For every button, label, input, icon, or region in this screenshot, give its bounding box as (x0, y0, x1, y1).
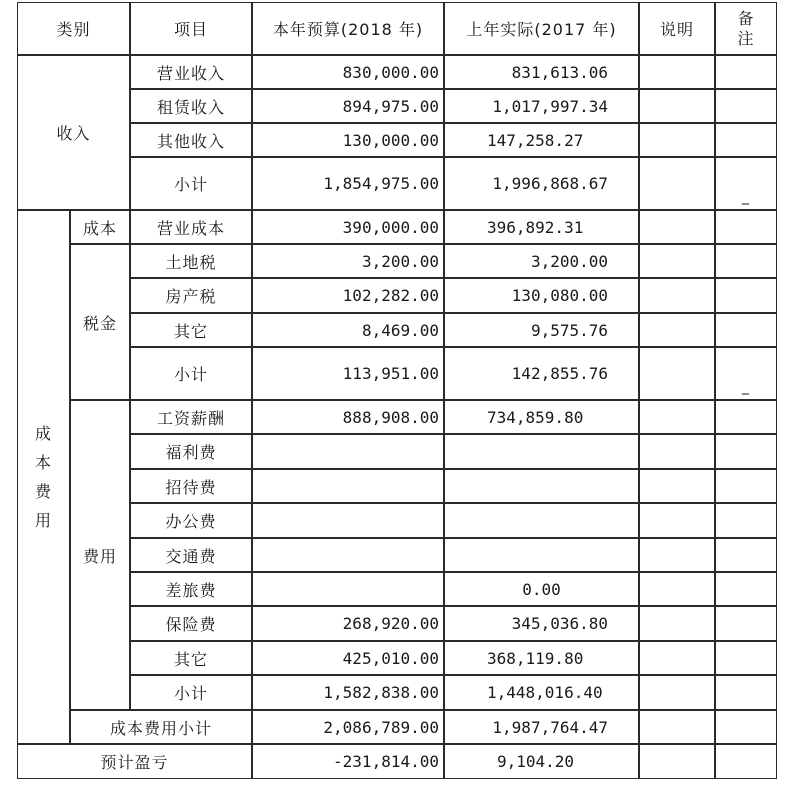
income-item: 营业收入 (130, 55, 252, 89)
forecast-note (639, 744, 715, 779)
expense-budget: 888,908.00 (252, 400, 444, 434)
income-actual: 147,258.27 (444, 123, 639, 157)
expense-actual: 0.00 (444, 572, 639, 606)
expense-item: 其它 (130, 641, 252, 675)
tax-remark (715, 313, 777, 347)
expense-item: 交通费 (130, 538, 252, 572)
income-actual: 831,613.06 (444, 55, 639, 89)
tax-actual: 130,080.00 (444, 278, 639, 313)
expense-budget (252, 538, 444, 572)
income-note (639, 123, 715, 157)
cost-subtotal-note (639, 710, 715, 744)
income-group-label: 收入 (17, 55, 130, 210)
tax-note (639, 313, 715, 347)
expense-actual (444, 503, 639, 538)
expense-budget: 268,920.00 (252, 606, 444, 641)
income-subtotal-item: 小计 (130, 157, 252, 210)
expense-remark (715, 572, 777, 606)
expense-actual (444, 538, 639, 572)
income-actual: 1,017,997.34 (444, 89, 639, 123)
cost-group-char: 费 (34, 482, 52, 501)
expense-subtotal-item: 小计 (130, 675, 252, 710)
tax-actual: 3,200.00 (444, 244, 639, 278)
income-item: 租赁收入 (130, 89, 252, 123)
tax-subtotal-actual: 142,855.76 (444, 347, 639, 400)
expense-actual: 345,036.80 (444, 606, 639, 641)
cost-group-char: 本 (34, 453, 52, 472)
cost-subtotal-actual: 1,987,764.47 (444, 710, 639, 744)
header-note: 说明 (639, 2, 715, 55)
expense-note (639, 469, 715, 503)
income-remark (715, 123, 777, 157)
tax-item: 土地税 (130, 244, 252, 278)
cost-group-char: 成 (34, 424, 52, 443)
forecast-label: 预计盈亏 (17, 744, 252, 779)
tax-remark (715, 278, 777, 313)
expense-item: 招待费 (130, 469, 252, 503)
expense-note (639, 538, 715, 572)
cost-note (639, 210, 715, 244)
cost-group-label (17, 210, 70, 744)
expense-remark (715, 641, 777, 675)
tax-subtotal-remark: _ (715, 347, 777, 400)
cost-sub-label: 成本 (70, 210, 130, 244)
tax-remark (715, 244, 777, 278)
expense-budget (252, 503, 444, 538)
expense-note (639, 572, 715, 606)
expense-remark (715, 606, 777, 641)
header-remark-line2: 注 (737, 28, 755, 48)
cost-remark (715, 210, 777, 244)
income-remark (715, 89, 777, 123)
income-budget: 130,000.00 (252, 123, 444, 157)
tax-note (639, 278, 715, 313)
expense-remark (715, 400, 777, 434)
income-budget: 830,000.00 (252, 55, 444, 89)
expense-subtotal-actual: 1,448,016.40 (444, 675, 639, 710)
expense-item: 工资薪酬 (130, 400, 252, 434)
forecast-budget: -231,814.00 (252, 744, 444, 779)
cost-item: 营业成本 (130, 210, 252, 244)
expense-note (639, 606, 715, 641)
tax-subtotal-item: 小计 (130, 347, 252, 400)
expense-note (639, 503, 715, 538)
tax-subtotal-budget: 113,951.00 (252, 347, 444, 400)
income-note (639, 55, 715, 89)
expense-item: 差旅费 (130, 572, 252, 606)
expense-remark (715, 503, 777, 538)
forecast-actual: 9,104.20 (444, 744, 639, 779)
forecast-remark (715, 744, 777, 779)
expense-actual (444, 434, 639, 469)
tax-budget: 102,282.00 (252, 278, 444, 313)
income-subtotal-note (639, 157, 715, 210)
expense-note (639, 641, 715, 675)
cost-group-char: 用 (34, 511, 52, 530)
expense-note (639, 434, 715, 469)
cost-actual: 396,892.31 (444, 210, 639, 244)
cost-subtotal-remark (715, 710, 777, 744)
expense-actual: 368,119.80 (444, 641, 639, 675)
tax-actual: 9,575.76 (444, 313, 639, 347)
expense-subtotal-note (639, 675, 715, 710)
cost-budget: 390,000.00 (252, 210, 444, 244)
tax-budget: 3,200.00 (252, 244, 444, 278)
expense-subtotal-remark (715, 675, 777, 710)
income-remark (715, 55, 777, 89)
expense-remark (715, 469, 777, 503)
tax-item: 其它 (130, 313, 252, 347)
header-item: 项目 (130, 2, 252, 55)
income-subtotal-budget: 1,854,975.00 (252, 157, 444, 210)
tax-budget: 8,469.00 (252, 313, 444, 347)
header-category: 类别 (17, 2, 130, 55)
income-budget: 894,975.00 (252, 89, 444, 123)
cost-subtotal-label: 成本费用小计 (70, 710, 252, 744)
expense-subtotal-budget: 1,582,838.00 (252, 675, 444, 710)
tax-note (639, 244, 715, 278)
income-note (639, 89, 715, 123)
expense-item: 福利费 (130, 434, 252, 469)
cost-subtotal-budget: 2,086,789.00 (252, 710, 444, 744)
income-subtotal-actual: 1,996,868.67 (444, 157, 639, 210)
expense-sub-label: 费用 (70, 400, 130, 710)
expense-budget (252, 572, 444, 606)
expense-item: 保险费 (130, 606, 252, 641)
income-subtotal-remark: _ (715, 157, 777, 210)
expense-remark (715, 538, 777, 572)
expense-note (639, 400, 715, 434)
expense-budget (252, 434, 444, 469)
expense-actual: 734,859.80 (444, 400, 639, 434)
expense-budget: 425,010.00 (252, 641, 444, 675)
header-budget-2018: 本年预算(2018 年) (252, 2, 444, 55)
header-remark (715, 2, 777, 55)
income-item: 其他收入 (130, 123, 252, 157)
tax-item: 房产税 (130, 278, 252, 313)
tax-sub-label: 税金 (70, 244, 130, 400)
header-actual-2017: 上年实际(2017 年) (444, 2, 639, 55)
expense-budget (252, 469, 444, 503)
expense-item: 办公费 (130, 503, 252, 538)
expense-actual (444, 469, 639, 503)
tax-subtotal-note (639, 347, 715, 400)
expense-remark (715, 434, 777, 469)
header-remark-line1: 备 (737, 8, 755, 28)
